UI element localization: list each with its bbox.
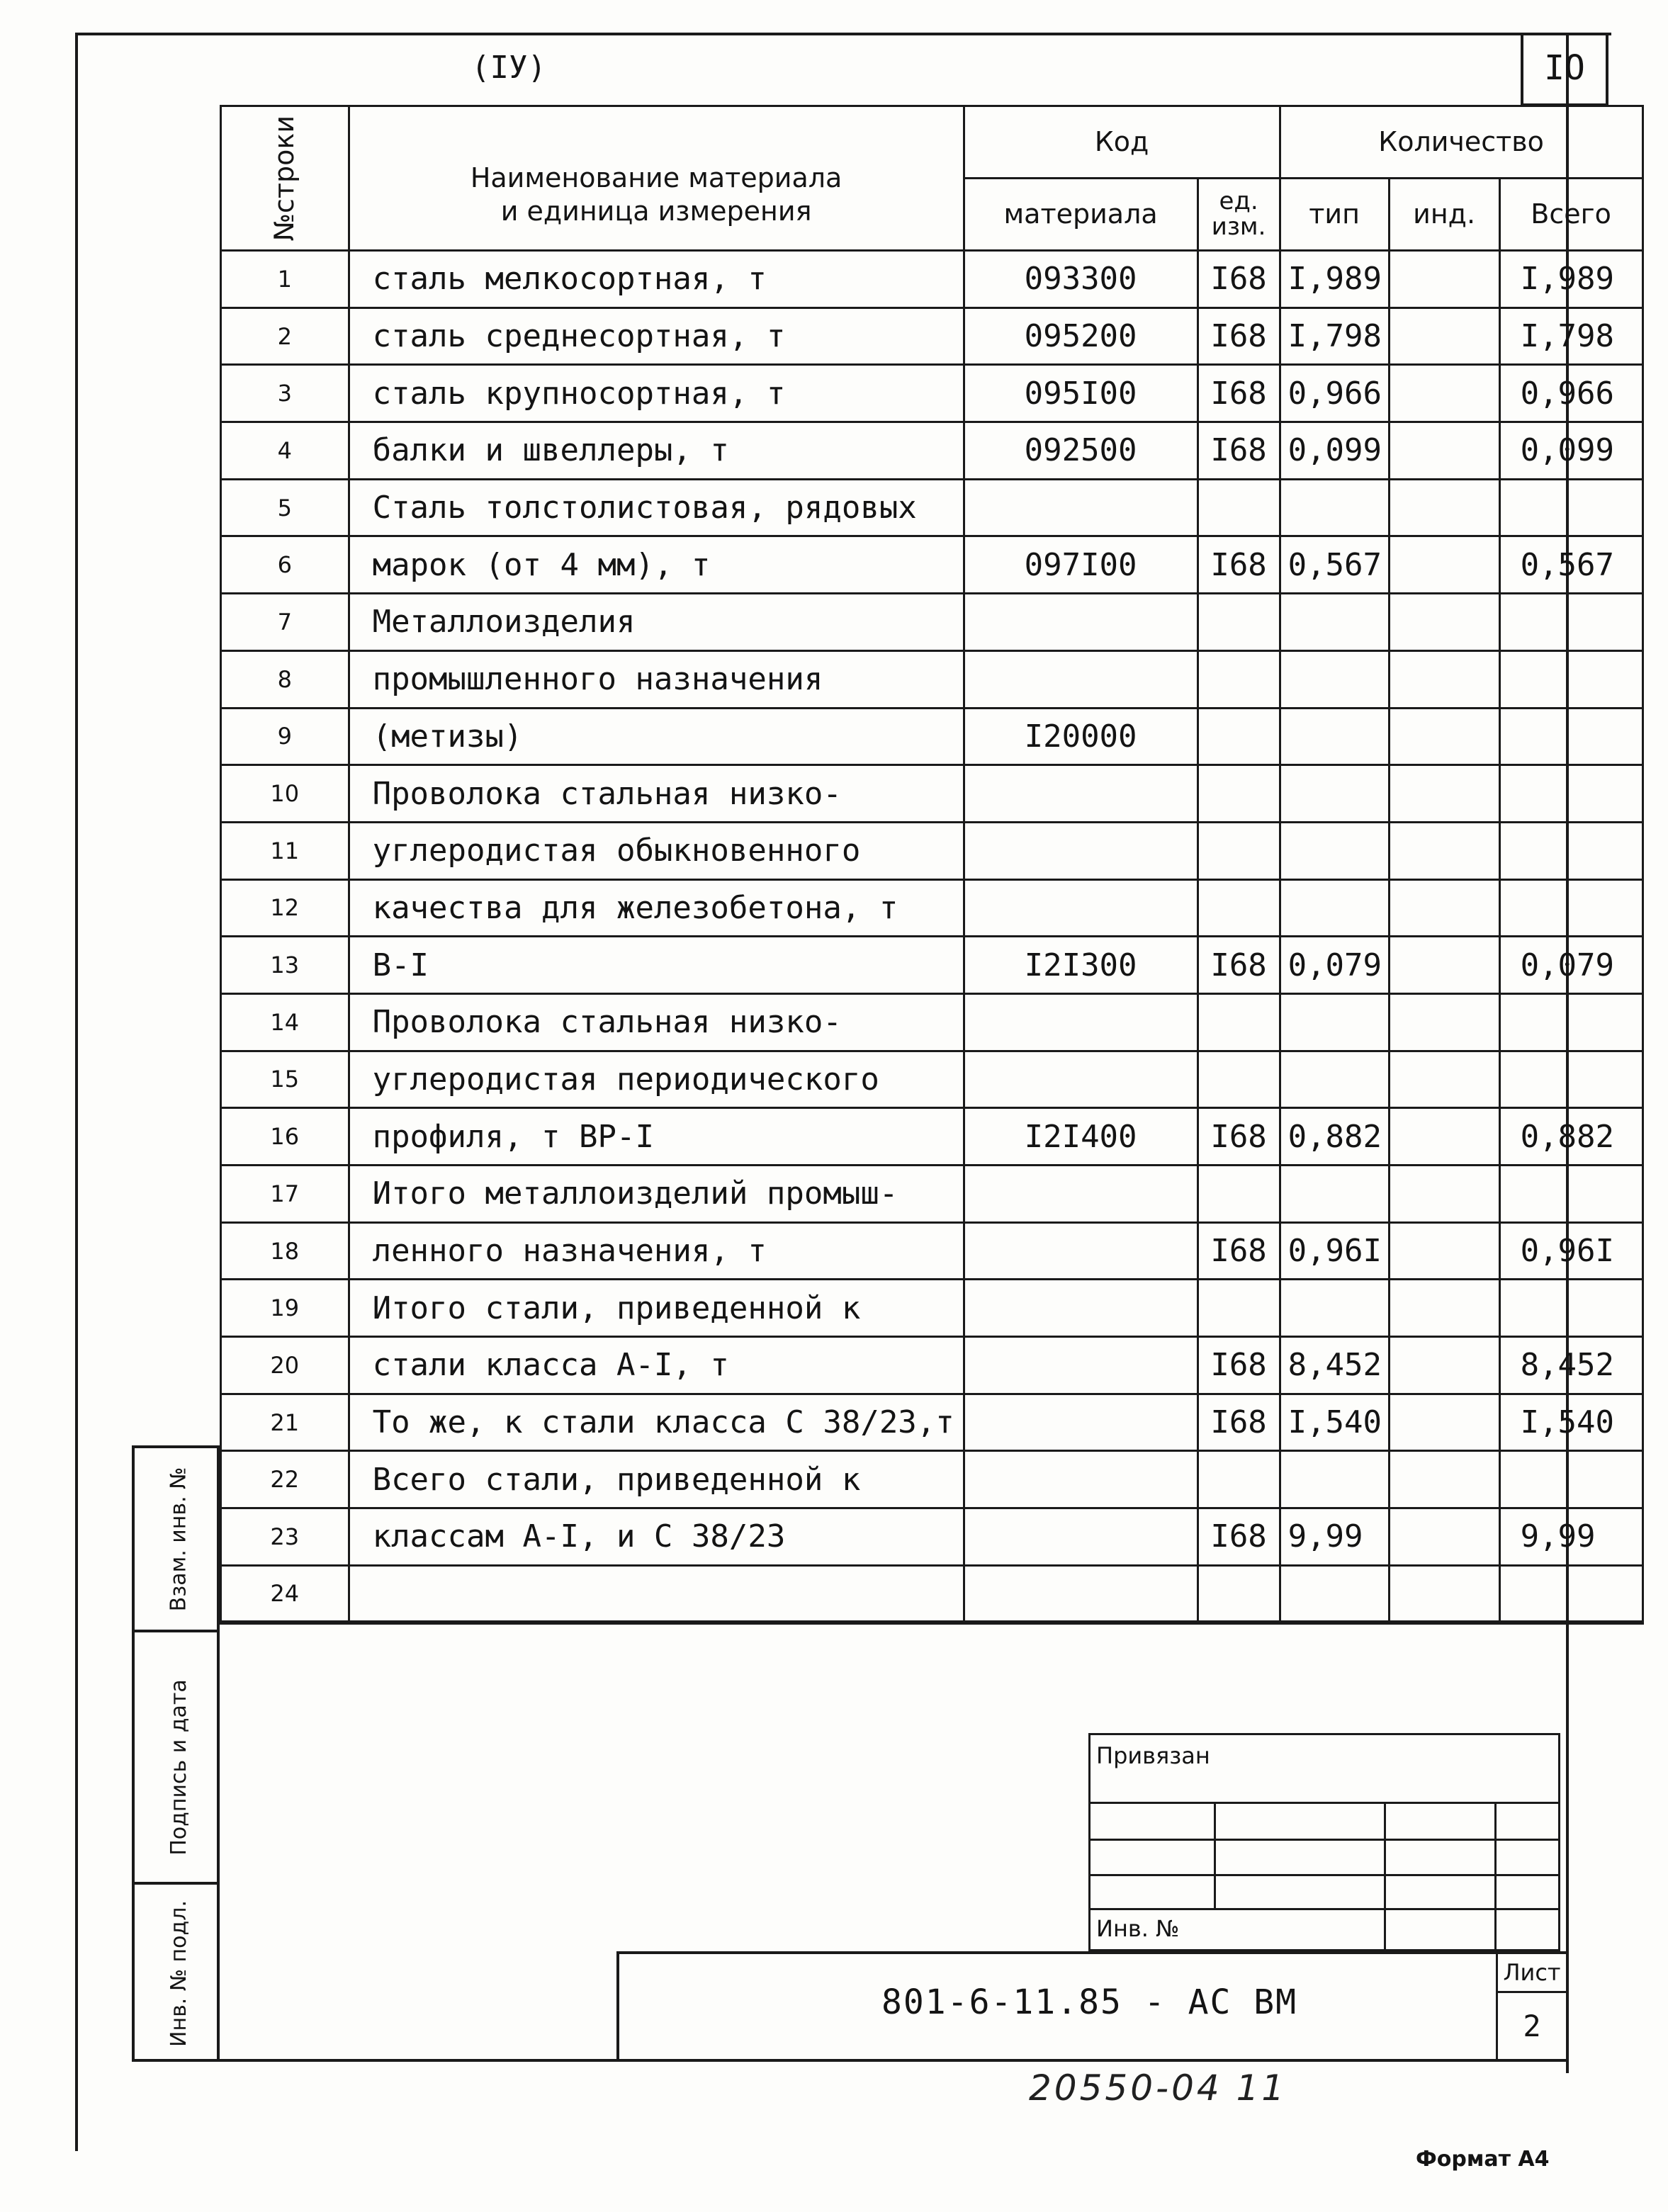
qty-type-cell: I,540 <box>1280 1394 1389 1451</box>
material-code-cell <box>964 1451 1198 1508</box>
material-name-cell: стали класса А-I, т <box>349 1337 964 1394</box>
unit-code-cell: I68 <box>1198 251 1280 308</box>
qty-total-cell: 0,567 <box>1499 536 1642 594</box>
material-name-cell: В-I <box>349 937 964 994</box>
unit-code-cell: I68 <box>1198 365 1280 422</box>
row-number-cell: 6 <box>221 536 349 594</box>
table-row <box>221 536 1643 594</box>
material-code-cell <box>964 1051 1198 1108</box>
material-code-cell: 095200 <box>964 307 1198 365</box>
material-code-cell <box>964 765 1198 823</box>
side-sign-date <box>135 1632 222 1902</box>
qty-total-cell <box>1499 594 1642 651</box>
table-row <box>221 1222 1643 1280</box>
qty-ind-cell <box>1389 1337 1499 1394</box>
header-code-material: материала <box>964 179 1198 251</box>
row-number-cell: 18 <box>221 1222 349 1280</box>
row-number-cell: 12 <box>221 879 349 937</box>
qty-ind-cell <box>1389 937 1499 994</box>
frame-top-line <box>77 33 1611 35</box>
qty-total-cell: I,989 <box>1499 251 1642 308</box>
sheet-list-value: 2 <box>1523 2008 1541 2043</box>
qty-type-cell: 9,99 <box>1280 1508 1389 1566</box>
row-number-cell: 10 <box>221 765 349 823</box>
header-name-label: Наименование материала и единица измерения <box>470 162 843 227</box>
table-row <box>221 479 1643 536</box>
unit-code-cell: I68 <box>1198 1337 1280 1394</box>
material-name-cell: Сталь толстолистовая, рядовых <box>349 479 964 536</box>
row-number-cell: 19 <box>221 1280 349 1337</box>
unit-code-cell <box>1198 650 1280 708</box>
material-code-cell: 095I00 <box>964 365 1198 422</box>
material-code-cell: I2I400 <box>964 1108 1198 1166</box>
unit-code-cell <box>1198 1451 1280 1508</box>
material-name-cell: балки и швеллеры, т <box>349 422 964 480</box>
qty-type-cell <box>1280 479 1389 536</box>
stamp-col-line <box>1384 1802 1386 1952</box>
qty-ind-cell <box>1389 479 1499 536</box>
qty-type-cell <box>1280 650 1389 708</box>
material-code-cell <box>964 993 1198 1051</box>
section-label: (IУ) <box>471 50 546 86</box>
table-row <box>221 879 1643 937</box>
qty-type-cell <box>1280 993 1389 1051</box>
qty-ind-cell <box>1389 1222 1499 1280</box>
qty-type-cell: I,798 <box>1280 307 1389 365</box>
qty-total-cell: 0,079 <box>1499 937 1642 994</box>
sheet-list-label: Лист <box>1498 1954 1566 1993</box>
unit-code-cell <box>1198 1051 1280 1108</box>
qty-total-cell <box>1499 1166 1642 1223</box>
document-code: 801-6-11.85 - АС ВМ <box>881 1982 1298 2022</box>
table-row <box>221 365 1643 422</box>
qty-type-cell: 8,452 <box>1280 1337 1389 1394</box>
qty-total-cell <box>1499 879 1642 937</box>
row-number-cell: 14 <box>221 993 349 1051</box>
qty-total-cell <box>1499 822 1642 879</box>
qty-total-cell: 0,96I <box>1499 1222 1642 1280</box>
unit-code-cell <box>1198 993 1280 1051</box>
row-number-cell: 20 <box>221 1337 349 1394</box>
material-name-cell: Проволока стальная низко- <box>349 765 964 823</box>
qty-type-cell <box>1280 1565 1389 1623</box>
format-label: Формат А4 <box>1416 2147 1550 2172</box>
handwritten-number: 20550-04 11 <box>1029 2067 1287 2109</box>
row-number-cell: 15 <box>221 1051 349 1108</box>
table-row <box>221 765 1643 823</box>
side-stamp-strip <box>132 1445 220 2062</box>
qty-ind-cell <box>1389 307 1499 365</box>
qty-ind-cell <box>1389 822 1499 879</box>
title-block <box>616 1951 1566 2060</box>
table-row <box>221 1508 1643 1566</box>
header-code-unit: ед. изм. <box>1198 179 1280 251</box>
table-row <box>221 822 1643 879</box>
material-code-cell <box>964 822 1198 879</box>
unit-code-cell <box>1198 879 1280 937</box>
qty-total-cell <box>1499 479 1642 536</box>
material-code-cell: I2I300 <box>964 937 1198 994</box>
qty-type-cell <box>1280 822 1389 879</box>
qty-type-cell: 0,882 <box>1280 1108 1389 1166</box>
qty-total-cell: I,798 <box>1499 307 1642 365</box>
material-name-cell: профиля, т ВР-I <box>349 1108 964 1166</box>
row-number-cell: 23 <box>221 1508 349 1566</box>
qty-ind-cell <box>1389 536 1499 594</box>
table-row <box>221 422 1643 480</box>
qty-ind-cell <box>1389 1280 1499 1337</box>
row-number-cell: 17 <box>221 1166 349 1223</box>
row-number-cell: 7 <box>221 594 349 651</box>
qty-type-cell <box>1280 765 1389 823</box>
material-name-cell: сталь крупносортная, т <box>349 365 964 422</box>
material-name-cell: углеродистая периодического <box>349 1051 964 1108</box>
qty-ind-cell <box>1389 1108 1499 1166</box>
table-row <box>221 650 1643 708</box>
header-name <box>349 106 964 251</box>
side-sign-date-label: Подпись и дата <box>166 1678 191 1856</box>
material-name-cell: качества для железобетона, т <box>349 879 964 937</box>
row-number-cell: 22 <box>221 1451 349 1508</box>
row-number-cell: 21 <box>221 1394 349 1451</box>
qty-type-cell: 0,96I <box>1280 1222 1389 1280</box>
linked-label: Привязан <box>1096 1742 1210 1769</box>
qty-ind-cell <box>1389 1508 1499 1566</box>
qty-total-cell <box>1499 765 1642 823</box>
unit-code-cell <box>1198 594 1280 651</box>
material-name-cell: классам А-I, и С 38/23 <box>349 1508 964 1566</box>
stamp-line <box>1091 1874 1558 1876</box>
unit-code-cell <box>1198 1565 1280 1623</box>
material-code-cell: 093300 <box>964 251 1198 308</box>
unit-code-cell <box>1198 822 1280 879</box>
qty-type-cell <box>1280 1166 1389 1223</box>
unit-code-cell: I68 <box>1198 307 1280 365</box>
table-row <box>221 1051 1643 1108</box>
material-name-cell: Итого металлоизделий промыш- <box>349 1166 964 1223</box>
qty-total-cell <box>1499 1565 1642 1623</box>
sheet-list-box <box>1496 1954 1566 2060</box>
material-code-cell <box>964 1508 1198 1566</box>
material-name-cell: промышленного назначения <box>349 650 964 708</box>
table-row <box>221 1565 1643 1623</box>
qty-ind-cell <box>1389 1394 1499 1451</box>
header-qty-ind: инд. <box>1389 179 1499 251</box>
side-replaced-inv-label: Взам. инв. № <box>166 1467 191 1611</box>
qty-total-cell: 8,452 <box>1499 1337 1642 1394</box>
material-name-cell: То же, к стали класса С 38/23,т <box>349 1394 964 1451</box>
material-name-cell: (метизы) <box>349 708 964 765</box>
material-name-cell: сталь среднесортная, т <box>349 307 964 365</box>
unit-code-cell <box>1198 765 1280 823</box>
qty-ind-cell <box>1389 650 1499 708</box>
material-name-cell: сталь мелкосортная, т <box>349 251 964 308</box>
material-code-cell: I20000 <box>964 708 1198 765</box>
row-number-cell: 2 <box>221 307 349 365</box>
row-number-cell: 8 <box>221 650 349 708</box>
table-row <box>221 594 1643 651</box>
header-row-number <box>221 106 349 251</box>
qty-ind-cell <box>1389 365 1499 422</box>
materials-table <box>220 105 1644 1625</box>
qty-total-cell <box>1499 1051 1642 1108</box>
table-row <box>221 307 1643 365</box>
qty-ind-cell <box>1389 708 1499 765</box>
qty-type-cell <box>1280 594 1389 651</box>
inv-no-label: Инв. № <box>1096 1915 1180 1942</box>
material-name-cell: Металлоизделия <box>349 594 964 651</box>
stamp-col-line <box>1214 1802 1216 1909</box>
material-code-cell <box>964 1337 1198 1394</box>
qty-ind-cell <box>1389 251 1499 308</box>
stamp-col-line <box>1494 1802 1497 1952</box>
qty-total-cell: 0,966 <box>1499 365 1642 422</box>
qty-total-cell: 0,099 <box>1499 422 1642 480</box>
material-name-cell: Итого стали, приведенной к <box>349 1280 964 1337</box>
qty-ind-cell <box>1389 1565 1499 1623</box>
material-code-cell: 092500 <box>964 422 1198 480</box>
unit-code-cell <box>1198 479 1280 536</box>
qty-ind-cell <box>1389 422 1499 480</box>
table-row <box>221 1394 1643 1451</box>
qty-type-cell <box>1280 1280 1389 1337</box>
side-inv-original-label: Инв. № подл. <box>166 1900 191 2047</box>
qty-type-cell <box>1280 1451 1389 1508</box>
unit-code-cell <box>1198 1280 1280 1337</box>
qty-type-cell: I,989 <box>1280 251 1389 308</box>
qty-total-cell: 9,99 <box>1499 1508 1642 1566</box>
unit-code-cell <box>1198 708 1280 765</box>
qty-ind-cell <box>1389 1051 1499 1108</box>
header-qty-total: Всего <box>1499 179 1642 251</box>
table-row <box>221 1108 1643 1166</box>
qty-total-cell: 0,882 <box>1499 1108 1642 1166</box>
unit-code-cell: I68 <box>1198 1508 1280 1566</box>
header-row-number-label: №строки <box>269 115 300 242</box>
material-code-cell <box>964 1394 1198 1451</box>
qty-type-cell: 0,966 <box>1280 365 1389 422</box>
qty-total-cell <box>1499 993 1642 1051</box>
sheet-number-box <box>1521 33 1608 106</box>
material-name-cell: Всего стали, приведенной к <box>349 1451 964 1508</box>
qty-type-cell: 0,567 <box>1280 536 1389 594</box>
row-number-cell: 24 <box>221 1565 349 1623</box>
qty-ind-cell <box>1389 879 1499 937</box>
row-number-cell: 9 <box>221 708 349 765</box>
stamp-line <box>1091 1908 1558 1910</box>
side-replaced-inv <box>135 1448 222 1630</box>
material-code-cell <box>964 879 1198 937</box>
qty-type-cell: 0,079 <box>1280 937 1389 994</box>
qty-ind-cell <box>1389 1166 1499 1223</box>
qty-type-cell <box>1280 708 1389 765</box>
unit-code-cell: I68 <box>1198 1222 1280 1280</box>
stamp-line <box>1091 1802 1558 1804</box>
qty-ind-cell <box>1389 993 1499 1051</box>
header-qty-type: тип <box>1280 179 1389 251</box>
table-row <box>221 708 1643 765</box>
material-name-cell <box>349 1565 964 1623</box>
frame-left-line <box>75 33 78 2151</box>
row-number-cell: 16 <box>221 1108 349 1166</box>
material-code-cell <box>964 1565 1198 1623</box>
table-row <box>221 1451 1643 1508</box>
qty-ind-cell <box>1389 765 1499 823</box>
unit-code-cell: I68 <box>1198 1108 1280 1166</box>
side-inv-original <box>135 1885 222 2062</box>
table-row <box>221 1337 1643 1394</box>
sheet-number: IO <box>1544 48 1585 88</box>
row-number-cell: 11 <box>221 822 349 879</box>
material-code-cell <box>964 1280 1198 1337</box>
qty-total-cell <box>1499 708 1642 765</box>
row-number-cell: 3 <box>221 365 349 422</box>
material-code-cell <box>964 479 1198 536</box>
qty-type-cell <box>1280 1051 1389 1108</box>
unit-code-cell <box>1198 1166 1280 1223</box>
stamp-line <box>1091 1839 1558 1841</box>
table-row <box>221 1166 1643 1223</box>
linked-stamp <box>1088 1733 1560 1951</box>
header-code-group: Код <box>964 106 1280 179</box>
unit-code-cell: I68 <box>1198 536 1280 594</box>
material-code-cell <box>964 1166 1198 1223</box>
qty-total-cell: I,540 <box>1499 1394 1642 1451</box>
qty-total-cell <box>1499 1451 1642 1508</box>
material-code-cell: 097I00 <box>964 536 1198 594</box>
material-code-cell <box>964 594 1198 651</box>
material-code-cell <box>964 650 1198 708</box>
table-row <box>221 1280 1643 1337</box>
qty-type-cell <box>1280 879 1389 937</box>
table-row <box>221 937 1643 994</box>
table-row <box>221 251 1643 308</box>
row-number-cell: 1 <box>221 251 349 308</box>
row-number-cell: 4 <box>221 422 349 480</box>
material-code-cell <box>964 1222 1198 1280</box>
unit-code-cell: I68 <box>1198 1394 1280 1451</box>
qty-total-cell <box>1499 650 1642 708</box>
qty-ind-cell <box>1389 1451 1499 1508</box>
material-name-cell: Проволока стальная низко- <box>349 993 964 1051</box>
table-body <box>221 251 1643 1623</box>
qty-total-cell <box>1499 1280 1642 1337</box>
material-name-cell: ленного назначения, т <box>349 1222 964 1280</box>
material-name-cell: углеродистая обыкновенного <box>349 822 964 879</box>
header-quantity-group: Количество <box>1280 106 1642 179</box>
table-row <box>221 993 1643 1051</box>
material-name-cell: марок (от 4 мм), т <box>349 536 964 594</box>
unit-code-cell: I68 <box>1198 422 1280 480</box>
row-number-cell: 13 <box>221 937 349 994</box>
qty-type-cell: 0,099 <box>1280 422 1389 480</box>
qty-ind-cell <box>1389 594 1499 651</box>
unit-code-cell: I68 <box>1198 937 1280 994</box>
row-number-cell: 5 <box>221 479 349 536</box>
